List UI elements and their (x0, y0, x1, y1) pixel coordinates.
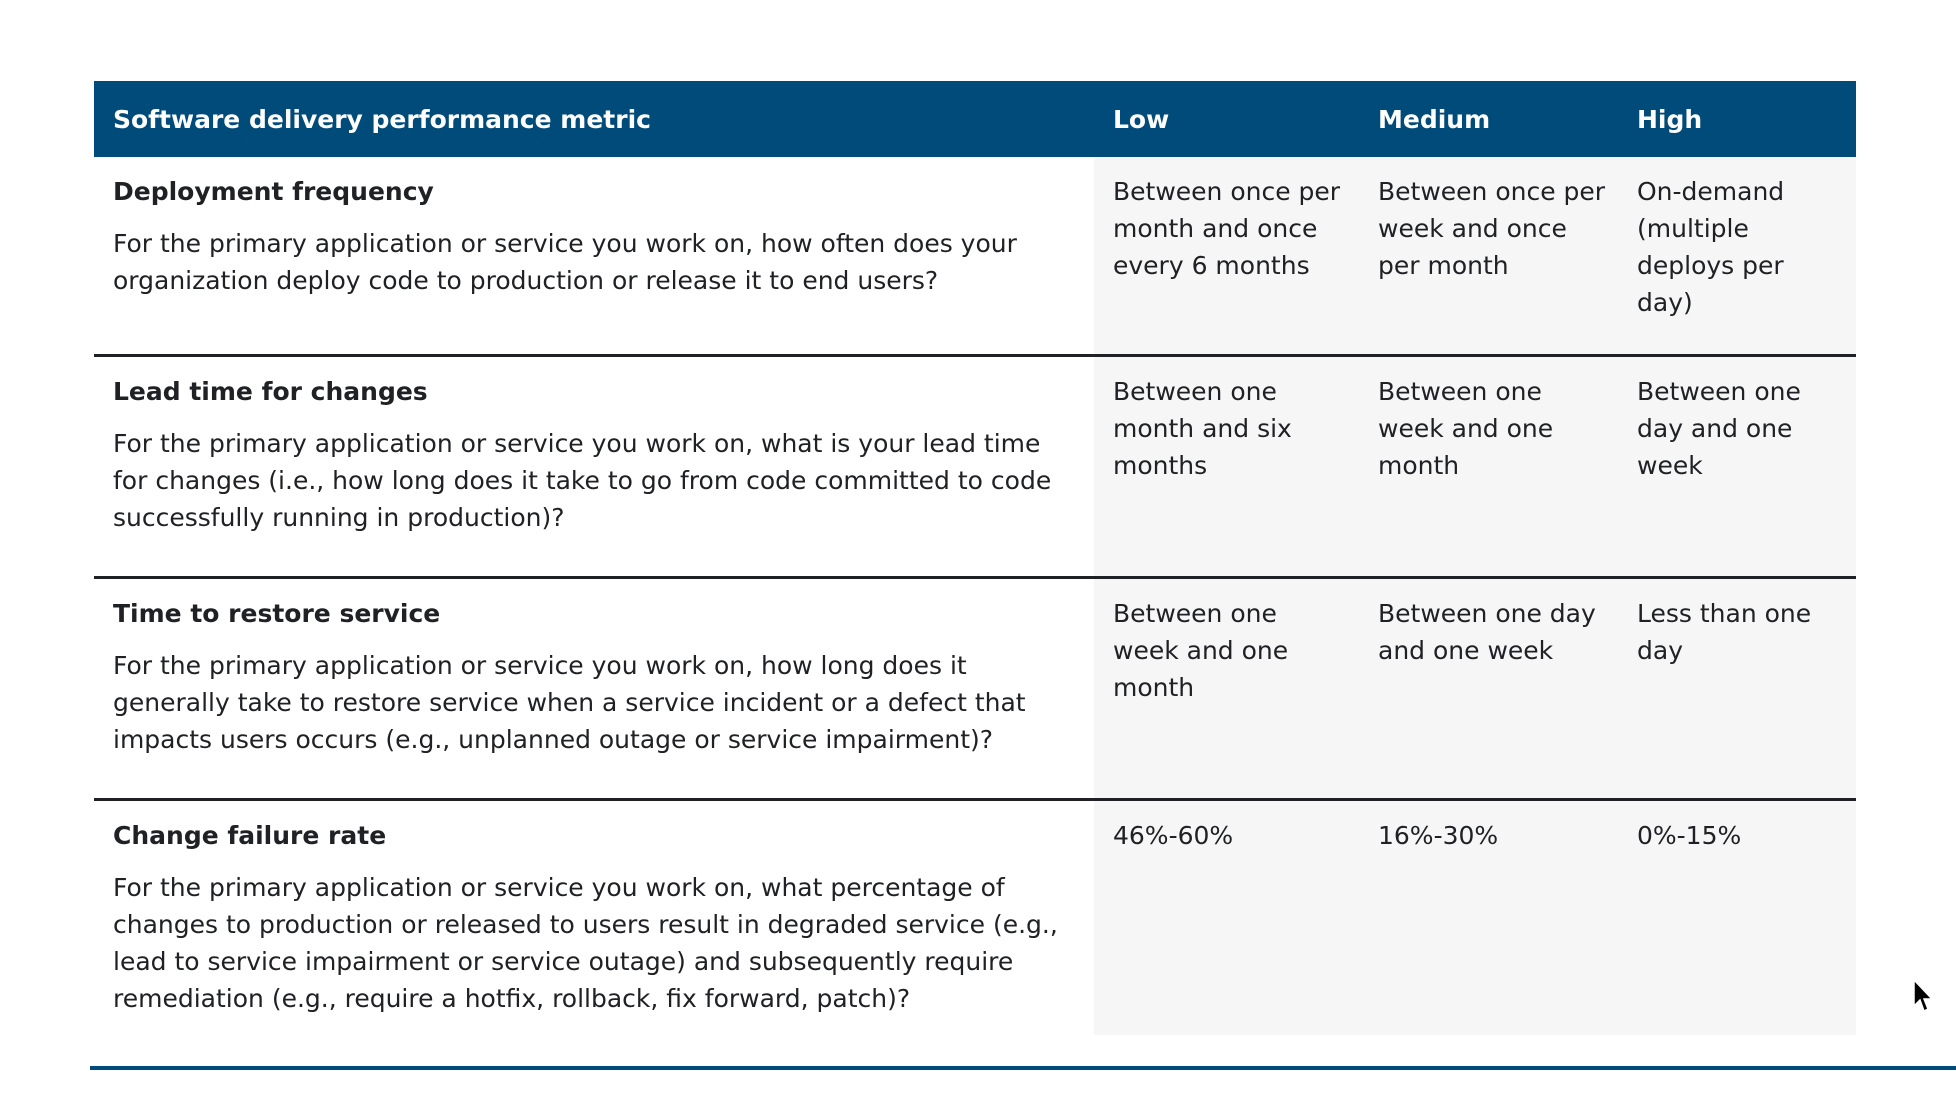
metric-description: For the primary application or service you work on, what percentage of changes to production or released to users result in degraded service (e.g., lead to service impairment or service outage) and subsequently require remediation (e.g., require a hotfix, rollback, fix forward, patch)? (113, 873, 1058, 1013)
low-value: 46%-60% (1094, 801, 1359, 1035)
medium-value: 16%-30% (1359, 801, 1618, 1035)
metric-title: Lead time for changes (113, 377, 428, 406)
medium-value: Between one day and one week (1359, 579, 1618, 798)
metric-cell (94, 579, 1094, 798)
medium-value: Between once per week and once per month (1359, 157, 1618, 354)
table-row (94, 579, 1856, 801)
low-value: Between one month and six months (1094, 357, 1359, 576)
medium-value: Between one week and one month (1359, 357, 1618, 576)
metric-title: Time to restore service (113, 599, 441, 628)
metric-description: For the primary application or service you work on, what is your lead time for changes (i.e., how long does it take to go from code committed to code successfully running in production)? (113, 429, 1052, 532)
metric-description: For the primary application or service you work on, how often does your organization deploy code to production or release it to end users? (113, 229, 1017, 295)
metrics-table (94, 81, 1856, 1035)
table-row (94, 357, 1856, 579)
header-metric: Software delivery performance metric (113, 104, 651, 134)
metric-title: Change failure rate (113, 821, 387, 850)
header-low: Low (1113, 104, 1170, 134)
metric-title: Deployment frequency (113, 177, 434, 206)
table-row (94, 801, 1856, 1035)
header-high: High (1637, 104, 1703, 134)
header-medium: Medium (1378, 104, 1491, 134)
metric-cell (94, 157, 1094, 354)
metric-cell (94, 357, 1094, 576)
table-row (94, 157, 1856, 357)
high-value: Less than one day (1618, 579, 1856, 798)
bottom-divider (90, 1066, 1956, 1070)
metric-description: For the primary application or service you work on, how long does it generally take to restore service when a service incident or a defect that impacts users occurs (e.g., unplanned outage or service impairment)? (113, 651, 1026, 754)
metric-cell (94, 801, 1094, 1035)
high-value: On-demand (multiple deploys per day) (1618, 157, 1856, 354)
low-value: Between one week and one month (1094, 579, 1359, 798)
high-value: 0%-15% (1618, 801, 1856, 1035)
high-value: Between one day and one week (1618, 357, 1856, 576)
mouse-pointer-icon (1912, 978, 1936, 1014)
low-value: Between once per month and once every 6 months (1094, 157, 1359, 354)
table-header-row (94, 81, 1856, 157)
